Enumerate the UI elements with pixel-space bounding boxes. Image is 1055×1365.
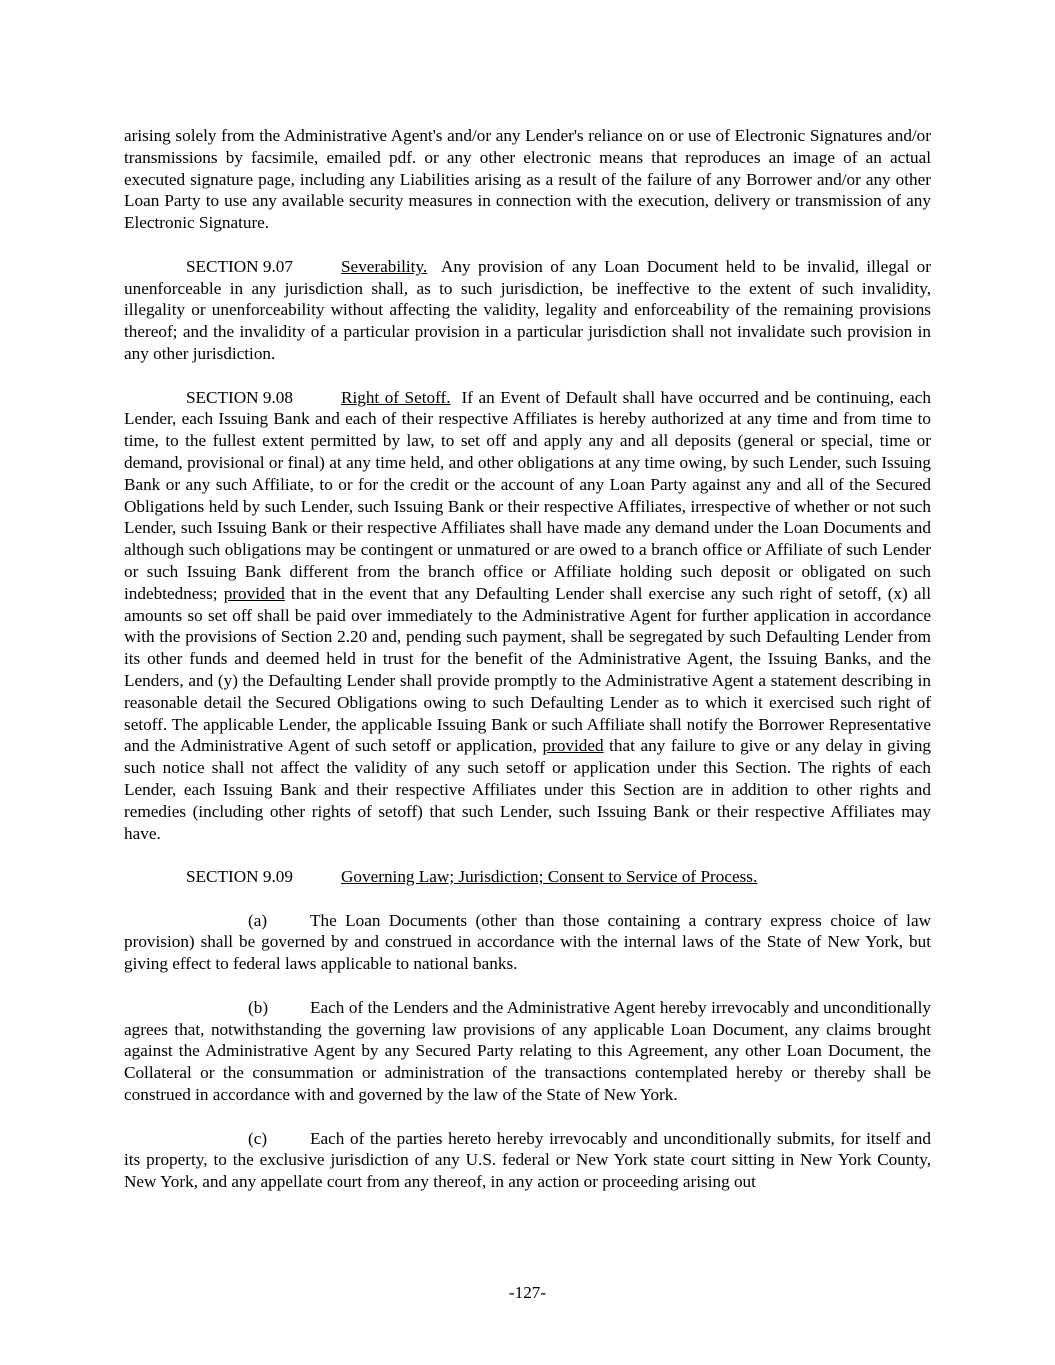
- section-heading: Right of Setoff.: [341, 387, 451, 407]
- document-page: [124, 125, 931, 1215]
- section-body: that in the event that any Defaulting Lender shall exercise any such right of setoff, (x) all amounts so set off shall be paid over immediately to the Administrative Agent for further application in accordance with the provisions of Section 2.20 and, pending such payment, shall be segregated by such Defaulting Lender from its other funds and deemed held in trust for the benefit of the Administrative Agent, the Issuing Banks, and the Lenders, and (y) the Defaulting Lender shall provide promptly to the Administrative Agent a statement describing in reasonable detail the Secured Obligations owing to such Defaulting Lender as to which it exercised such right of setoff. The applicable Lender, the applicable Issuing Bank or such Affiliate shall notify the Borrower Representative and the Administrative Agent of such setoff or application,: [124, 583, 932, 756]
- section-heading: Severability.: [341, 256, 428, 276]
- section-9-08-paragraph: [124, 387, 931, 845]
- subsection-label: (a): [248, 910, 268, 930]
- section-body: If an Event of Default shall have occurred and be continuing, each Lender, each Issuing Bank and each of their respective Affiliates is hereby authorized at any time and from time to time, to the fullest extent permitted by law, to set off and apply any and all deposits (general or special, time or demand, provisional or final) at any time held, and other obligations at any time owing, by such Lender, such Issuing Bank or any such Affiliate, to or for the credit or the account of any Loan Party against any and all of the Secured Obligations held by such Lender, such Issuing Bank or their respective Affiliates, irrespective of whether or not such Lender, such Issuing Bank or their respective Affiliates shall have made any demand under the Loan Documents and although such obligations may be contingent or unmatured or are owed to a branch office or Affiliate of such Lender or such Issuing Bank different from the branch office or Affiliate holding such deposit or obligated on such indebtedness;: [124, 387, 932, 603]
- subsection-label: (c): [248, 1128, 268, 1148]
- continuation-text: arising solely from the Administrative Agent's and/or any Lender's reliance on or use of Electronic Signatures and/or transmissions by facsimile, emailed pdf. or any other electronic means that reproduces an image of an actual executed signature page, including any Liabilities arising as a result of the failure of any Borrower and/or any other Loan Party to use any available security measures in connection with the execution, delivery or transmission of any Electronic Signature.: [124, 126, 931, 233]
- subsection-text: Each of the parties hereto hereby irrevocably and unconditionally submits, for itself and its property, to the exclusive jurisdiction of any U.S. federal or New York state court sitting in New York County, New York, and any appellate court from any thereof, in any action or proceeding arising out: [124, 1128, 931, 1192]
- provided-term: provided: [223, 583, 285, 603]
- page-number: -127-: [508, 1283, 547, 1302]
- section-body: that any failure to give or any delay in giving such notice shall not affect the validity of any such setoff or application under this Section. The rights of each Lender, each Issuing Bank and their respective Affiliates under this Section are in addition to other rights and remedies (including other rights of setoff) that such Lender, such Issuing Bank or their respective Affiliates may have.: [124, 736, 932, 843]
- section-number: SECTION 9.07: [186, 256, 293, 276]
- section-9-09-heading-paragraph: [124, 866, 931, 888]
- continuation-paragraph: [124, 125, 931, 234]
- section-number: SECTION 9.08: [186, 387, 293, 407]
- section-9-07-paragraph: [124, 256, 931, 365]
- section-body: Any provision of any Loan Document held to be invalid, illegal or unenforceable in any jurisdiction shall, as to such jurisdiction, be ineffective to the extent of such invalidity, illegality or unenforceability without affecting the validity, legality and enforceability of the remaining provisions thereof; and the invalidity of a particular provision in a particular jurisdiction shall not invalidate such provision in any other jurisdiction.: [124, 256, 931, 363]
- provided-term: provided: [542, 736, 604, 756]
- subsection-label: (b): [248, 997, 269, 1017]
- subsection-b-paragraph: [124, 997, 931, 1106]
- subsection-text: Each of the Lenders and the Administrative Agent hereby irrevocably and unconditionally agrees that, notwithstanding the governing law provisions of any applicable Loan Document, any claims brought against the Administrative Agent by any Secured Party relating to this Agreement, any other Loan Document, the Collateral or the consummation or administration of the transactions contemplated hereby or thereby shall be construed in accordance with and governed by the law of the State of New York.: [124, 997, 931, 1105]
- section-heading: Governing Law; Jurisdiction; Consent to Service of Process.: [341, 867, 758, 887]
- subsection-text: The Loan Documents (other than those containing a contrary express choice of law provision) shall be governed by and construed in accordance with the internal laws of the State of New York, but giving effect to federal laws applicable to national banks.: [124, 910, 931, 974]
- subsection-c-paragraph: [124, 1128, 931, 1193]
- section-number: SECTION 9.09: [186, 867, 293, 887]
- subsection-a-paragraph: [124, 910, 931, 975]
